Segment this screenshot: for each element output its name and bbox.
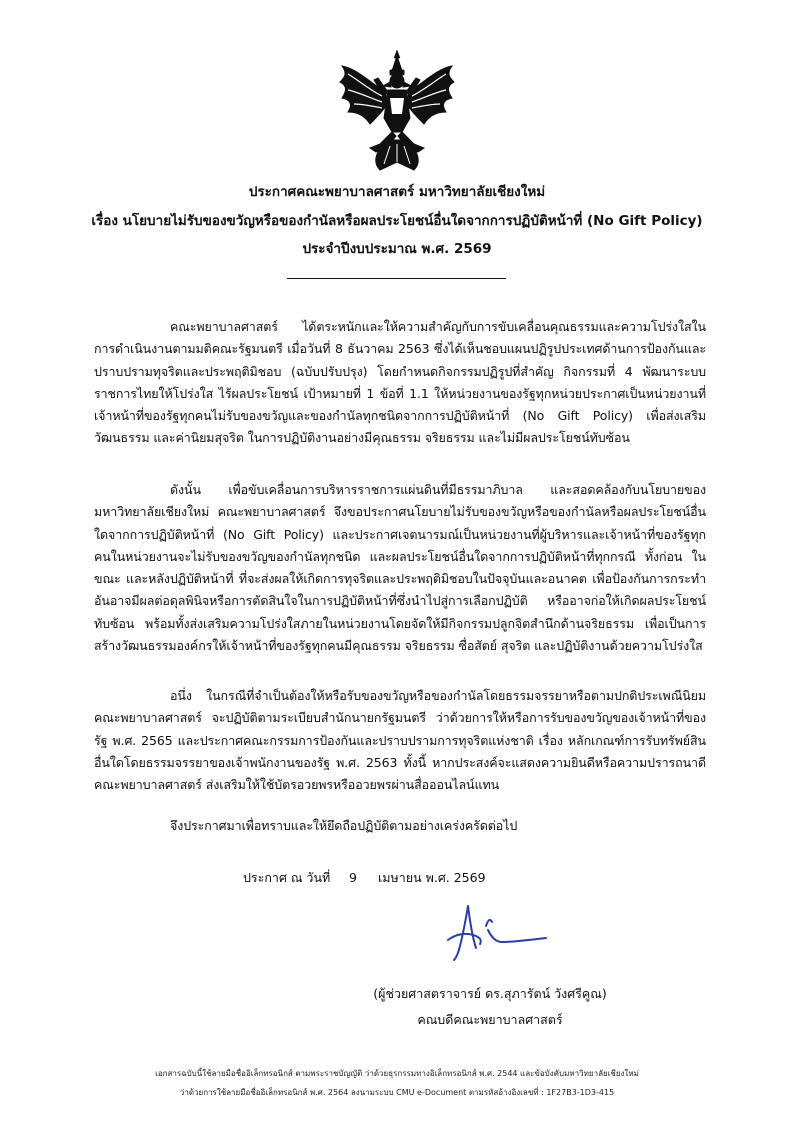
date-month-year: เมษายน พ.ศ. 2569 [378,870,486,885]
heading-divider [287,278,506,279]
date-day: 9 [349,870,357,885]
paragraph-text: คณะพยาบาลศาสตร์ ได้ตระหนักและให้ความสำคัญกับการขับเคลื่อนคุณธรรมและความโปร่งใสในการดำเนินงานตามมติคณะรัฐมนตรี เมื่อวันที่ 8 ธันวาคม 2563 ซึ่งได้เห็นชอบแผนปฏิรูปประเทศด้านการป้องกันและปราบปรามทุจริตและประพฤติมิชอบ (ฉบับปรับปรุง) โดยกำหนดกิจกรรมปฏิรูปที่สำคัญ กิจกรรมที่ 4 พัฒนาระบบราชการไทยให้โปร่งใส ไร้ผลประโยชน์ เป้าหมายที่ 1 ข้อที่ 1.1 ให้หน่วยงานของรัฐทุกหน่วยประกาศเป็นหน่วยงานที่เจ้าหน้าที่ของรัฐทุกคนไม่รับของขวัญและของกำนัลทุกชนิดจากการปฏิบัติหน้าที่ (No Gift Policy) เพื่อส่งเสริมวัฒนธรรม และค่านิยมสุจริต ในการปฏิบัติงานอย่างมีคุณธรรม จริยธรรม และไม่มีผลประโยชน์ทับซ้อน [94,319,706,446]
paragraph-text: ดังนั้น เพื่อขับเคลื่อนการบริหารราชการแผ่นดินที่มีธรรมาภิบาล และสอดคล้องกับนโยบายของมหาวิทยาลัยเชียงใหม่ คณะพยาบาลศาสตร์ จึงขอประกาศนโยบายไม่รับของขวัญหรือของกำนัลหรือผลประโยชน์อื่นใดจากการปฏิบัติหน้าที่ (No Gift Policy) และประกาศเจตนารมณ์เป็นหน่วยงานที่ผู้บริหารและเจ้าหน้าที่ของรัฐทุกคนในหน่วยงานจะไม่รับของขวัญของกำนัลทุกชนิด และผลประโยชน์อื่นใดจากการปฏิบัติหน้าที่ทุกกรณี ทั้งก่อน ในขณะ และหลังปฏิบัติหน้าที่ ที่จะส่งผลให้เกิดการทุจริตและประพฤติมิชอบในปัจจุบันและอนาคต เพื่อป้องกันการกระทำอันอาจมีผลต่อดุลพินิจหรือการตัดสินใจในการปฏิบัติหน้าที่ซึ่งนำไปสู่การเลือกปฏิบัติ หรืออาจก่อให้เกิดผลประโยชน์ทับซ้อน พร้อมทั้งส่งเสริมความโปร่งใสภายในหน่วยงานโดยจัดให้มีกิจกรรมปลูกจิตสำนึกด้านจริยธรรม เพื่อเป็นการสร้างวัฒนธรรมองค์กรให้เจ้าหน้าที่ของรัฐทุกคนมีคุณธรรม จริยธรรม ซื่อสัตย์ สุจริต และปฏิบัติงานด้วยความโปร่งใส [94,482,706,654]
paragraph-text: อนึ่ง ในกรณีที่จำเป็นต้องให้หรือรับของขวัญหรือของกำนัลโดยธรรมจรรยาหรือตามปกติประเพณีนิยม คณะพยาบาลศาสตร์ จะปฏิบัติตามระเบียบสำนักนายกรัฐมนตรี ว่าด้วยการให้หรือการรับของขวัญของเจ้าหน้าที่ของรัฐ พ.ศ. 2565 และประกาศคณะกรรมการป้องกันและปราบปรามการทุจริตแห่งชาติ เรื่อง หลักเกณฑ์การรับทรัพย์สินอื่นใดโดยธรรมจรรยาของเจ้าพนักงานของรัฐ พ.ศ. 2563 ทั้งนี้ หากประสงค์จะแสดงความยินดีหรือความปรารถนาดี คณะพยาบาลศาสตร์ ส่งเสริมให้ใช้บัตรอวยพรหรืออวยพรผ่านสื่อออนไลน์แทน [94,688,706,793]
announcement-issuer: ประกาศคณะพยาบาลศาสตร์ มหาวิทยาลัยเชียงใหม่ [248,184,546,200]
fiscal-year: ประจำปีงบประมาณ พ.ศ. 2569 [302,241,492,257]
body-paragraph-2 [94,479,706,657]
garuda-emblem-icon [336,48,458,172]
footer-note-1: เอกสารฉบับนี้ใช้ลายมือชื่ออิเล็กทรอนิกส์ ตามพระราชบัญญัติ ว่าด้วยธุรกรรมทางอิเล็กทรอนิกส์ พ.ศ. 2544 และข้อบังคับมหาวิทยาลัยเชียงใหม่ [155,1069,639,1078]
handwritten-signature-icon [442,900,552,962]
signer-title: คณบดีคณะพยาบาลศาสตร์ [417,1012,563,1027]
paragraph-text: จึงประกาศมาเพื่อทราบและให้ยึดถือปฏิบัติตามอย่างเคร่งครัดต่อไป [170,818,518,833]
footer-note-2: ว่าด้วยการใช้ลายมือชื่ออิเล็กทรอนิกส์ พ.ศ. 2564 ลงนามระบบ CMU e-Document ตามรหัสอ้างอิงเลขที่ : 1F27B3-1D3-415 [179,1088,615,1097]
body-paragraph-4 [94,815,706,837]
announcement-subject: เรื่อง นโยบายไม่รับของขวัญหรือของกำนัลหรือผลประโยชน์อื่นใดจากการปฏิบัติหน้าที่ (No Gift Policy) [91,213,703,229]
signer-name: (ผู้ช่วยศาสตราจารย์ ดร.สุภารัตน์ วังศรีคูณ) [373,986,607,1001]
body-paragraph-1 [94,316,706,450]
date-label: ประกาศ ณ วันที่ [243,870,331,885]
body-paragraph-3 [94,685,706,796]
